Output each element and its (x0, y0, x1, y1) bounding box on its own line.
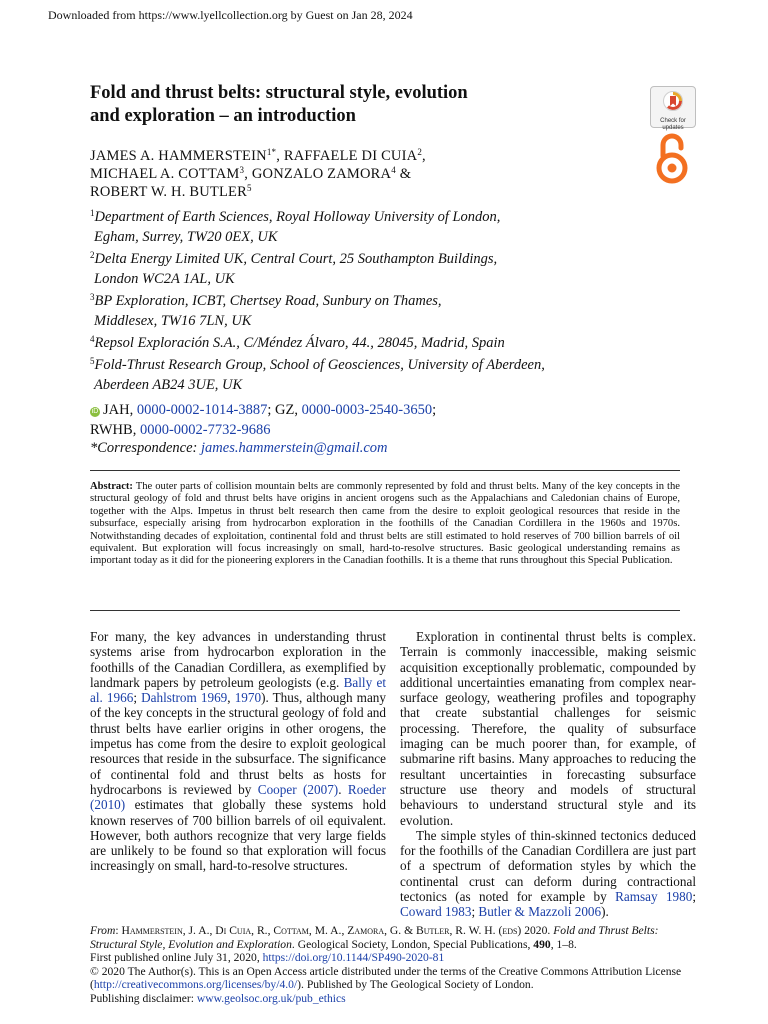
check-for-updates-button[interactable] (650, 86, 696, 131)
copyright-line (90, 965, 690, 992)
orcid-separator: ; (432, 402, 437, 418)
body-text: For many, the key advances in understanding thrust systems arise from hydrocarbon exploration in the foothills of the Canadian Cordillera, as exemplified by landmark papers by petroleum geologists (e.g. (90, 629, 386, 690)
body-right-column (400, 629, 696, 920)
orcid-link[interactable]: 0000-0002-7732-9686 (139, 422, 271, 438)
abstract-label: Abstract: (90, 481, 133, 492)
author-separator: & (395, 166, 412, 182)
body-text: The simple styles of thin-skinned tectonics deduced for the foothills of the Canadian Cordillera are just part of a spectrum of deformation styles by which the continental crust can deform during contractional tectonics (as noted for example by (400, 827, 696, 905)
pages: , 1–8. (550, 937, 577, 951)
author-name: MICHAEL A. COTTAM (90, 166, 240, 182)
body-text: ; (692, 889, 696, 905)
affiliation-number: 2 (90, 250, 95, 260)
body-text: . (338, 781, 348, 797)
orcid-author: RWHB, (90, 422, 140, 438)
orcid-author: JAH, (103, 402, 137, 418)
copyright-text: © 2020 The Author(s). This is an Open Access article distributed under the terms of the Creative Commons Attribution License ( (90, 964, 682, 992)
reference-link[interactable]: Cooper (2007) (257, 781, 339, 797)
author-name: ROBERT W. H. BUTLER (90, 184, 247, 200)
affiliation-marker: 2 (417, 147, 423, 157)
affiliation-4 (90, 333, 610, 353)
affiliation-line: Delta Energy Limited UK, Central Court, 25 Southampton Buildings, (94, 251, 498, 267)
publisher: . Geological Society, London, Special Publications, (291, 937, 534, 951)
affiliation-line: Middlesex, TW16 7LN, UK (94, 313, 252, 329)
affiliation-1 (90, 207, 610, 247)
citation-line: From: Hammerstein, J. A., Di Cuia, R., Cottam, M. A., Zamora, G. & Butler, R. W. H. (eds) 2020. Fold and Thrust Belts: Structural Style, Evolution and Exploration. Geological Society, London, Special Publications, 490, 1–8. (90, 924, 659, 951)
correspondence (90, 438, 610, 458)
body-text: ; (471, 904, 479, 920)
orcid-link[interactable]: 0000-0002-1014-3887 (136, 402, 268, 418)
doi-link[interactable]: https://doi.org/10.1144/SP490-2020-81 (262, 951, 445, 965)
book-title: Fold and Thrust Belts: Structural Style, Evolution and Exploration (90, 924, 659, 951)
body-text: estimates that globally these systems hold known reserves of 700 billion barrels of oil equivalent. However, both authors recognize that very large fields are unlikely to be found so that exploration will focus increasingly on small, hard-to-resolve structures. (90, 797, 386, 874)
online-date: First published online July 31, 2020, (90, 951, 263, 965)
reference-link[interactable]: Butler & Mazzoli 2006 (478, 904, 602, 920)
disclaimer-label: Publishing disclaimer: (90, 991, 197, 1005)
citation-footer (90, 924, 690, 1006)
disclaimer-link[interactable]: www.geolsoc.org.uk/pub_ethics (196, 991, 346, 1005)
reference-link[interactable]: Bally et al. 1966 (90, 674, 386, 706)
download-note: Downloaded from https://www.lyellcollection.org by Guest on Jan 28, 2024 (48, 8, 413, 22)
orcid-icon: iD (91, 408, 99, 415)
reference-link[interactable]: Dahlstrom 1969 (141, 690, 228, 706)
body-text: ; (133, 690, 142, 706)
affiliation-2 (90, 249, 610, 289)
affiliation-marker: 3 (239, 165, 245, 175)
disclaimer-line (90, 992, 690, 1006)
reference-link[interactable]: Ramsay 1980 (615, 889, 693, 905)
affiliation-5 (90, 355, 610, 395)
body-paragraph: Exploration in continental thrust belts is complex. Terrain is commonly inaccessible, making seismic acquisition exceptionally problematic, compounded by additional uncertainties emanating from complex near-surface geology, weathering profiles and topography that create substantial challenges for seismic processing. Therefore, the quality of subsurface imaging can be much poorer than, for example, of submarine rift basins. Many approaches to reducing the resultant uncertainties in forecasting subsurface structure use theory and models of structural behaviours to understand structural style and its evolution. (400, 629, 696, 828)
correspondence-email-link[interactable]: james.hammerstein@gmail.com (201, 440, 388, 456)
title-line-1: Fold and thrust belts: structural style, evolution (90, 83, 468, 103)
abstract-top-rule (90, 470, 680, 471)
affiliation-line: Department of Earth Sciences, Royal Holloway University of London, (94, 209, 501, 225)
body-paragraph (400, 828, 696, 920)
body-text: , (227, 690, 235, 706)
check-for-updates-label: Check for updates (660, 118, 686, 131)
abstract (90, 481, 680, 568)
author-name: GONZALO ZAMORA (251, 166, 392, 182)
paper-title (90, 82, 570, 128)
reference-link[interactable]: 1970 (234, 690, 262, 706)
orcid-list (90, 400, 610, 440)
affiliation-number: 5 (90, 356, 95, 366)
author-separator: , (244, 166, 252, 182)
affiliation-marker: 4 (391, 165, 396, 175)
reference-link[interactable]: Roeder (2010) (90, 781, 386, 813)
from-label: From (90, 924, 116, 937)
affiliation-number: 1 (90, 208, 95, 218)
body-text: ). (601, 904, 609, 920)
license-link[interactable]: http://creativecommons.org/licenses/by/4.0/ (93, 978, 298, 992)
affiliation-line: BP Exploration, ICBT, Chertsey Road, Sunbury on Thames, (94, 293, 442, 309)
online-line (90, 951, 690, 965)
affiliation-line: Aberdeen AB24 3UE, UK (94, 377, 243, 393)
affiliation-number: 3 (90, 292, 95, 302)
affiliation-marker: 1* (266, 147, 277, 157)
open-access-icon (652, 132, 692, 186)
abstract-bottom-rule (90, 610, 680, 611)
body-paragraph (90, 629, 386, 874)
volume: 490 (533, 937, 551, 951)
affiliation-line: Fold-Thrust Research Group, School of Geosciences, University of Aberdeen, (94, 357, 545, 373)
orcid-link[interactable]: 0000-0003-2540-3650 (301, 402, 433, 418)
abstract-text: The outer parts of collision mountain belts are commonly represented by fold and thrust belts. Many of the key concepts in the structural geology of fold and thrust belts have origins in ancient orogens such as the Appalachians and Caledonian chains of Europe, together with the Alps. Impetus in thrust belt research then came from the desire to exploit geological resources that reside in the subsurface, especially arising from hydrocarbon exploration in the foothills of the Canadian Cordillera in the 1960s and 1970s. Notwithstanding decades of exploitation, continental fold and thrust belts are still estimated to hold reserves of 700 billion barrels of oil equivalent. But exploration will focus increasingly on small, hard-to-resolve structures. Basic geological understanding remains as important today as it did for the pioneering explorers in the Canadian foothills. It is a theme that runs throughout this Special Publication. (90, 481, 680, 567)
reference-link[interactable]: Coward 1983 (400, 904, 472, 920)
title-line-2: and exploration – an introduction (90, 106, 356, 126)
citation-authors: Hammerstein, J. A., Di Cuia, R., Cottam, M. A., Zamora, G. & Butler, R. W. H. (eds) 2020. (121, 924, 554, 937)
correspondence-label: *Correspondence: (90, 440, 202, 456)
affiliation-3 (90, 291, 610, 331)
affiliation-number: 4 (90, 334, 95, 344)
body-left-column (90, 629, 386, 874)
body-text: ). Thus, although many of the key concepts in the structural geology of fold and thrust belts have earlier origins in other orogens, the impetus has come from the desire to exploit geological resources that reside in the subsurface. The significance of continental fold and thrust belts as hosts for hydrocarbons is reviewed by (90, 690, 386, 797)
author-list (90, 147, 570, 201)
affiliation-line: Egham, Surrey, TW20 0EX, UK (94, 229, 278, 245)
affiliation-line: Repsol Exploración S.A., C/Méndez Álvaro, 44., 28045, Madrid, Spain (94, 335, 505, 351)
copyright-text: ). Published by The Geological Society of London. (297, 978, 534, 992)
affiliation-marker: 5 (246, 183, 252, 193)
author-name: JAMES A. HAMMERSTEIN (90, 148, 267, 164)
orcid-author: ; GZ, (267, 402, 302, 418)
author-separator: , (276, 148, 284, 164)
author-separator: , (422, 148, 426, 164)
bookmark-ribbon-icon (662, 90, 684, 112)
affiliation-line: London WC2A 1AL, UK (94, 271, 235, 287)
author-name: RAFFAELE DI CUIA (283, 148, 418, 164)
